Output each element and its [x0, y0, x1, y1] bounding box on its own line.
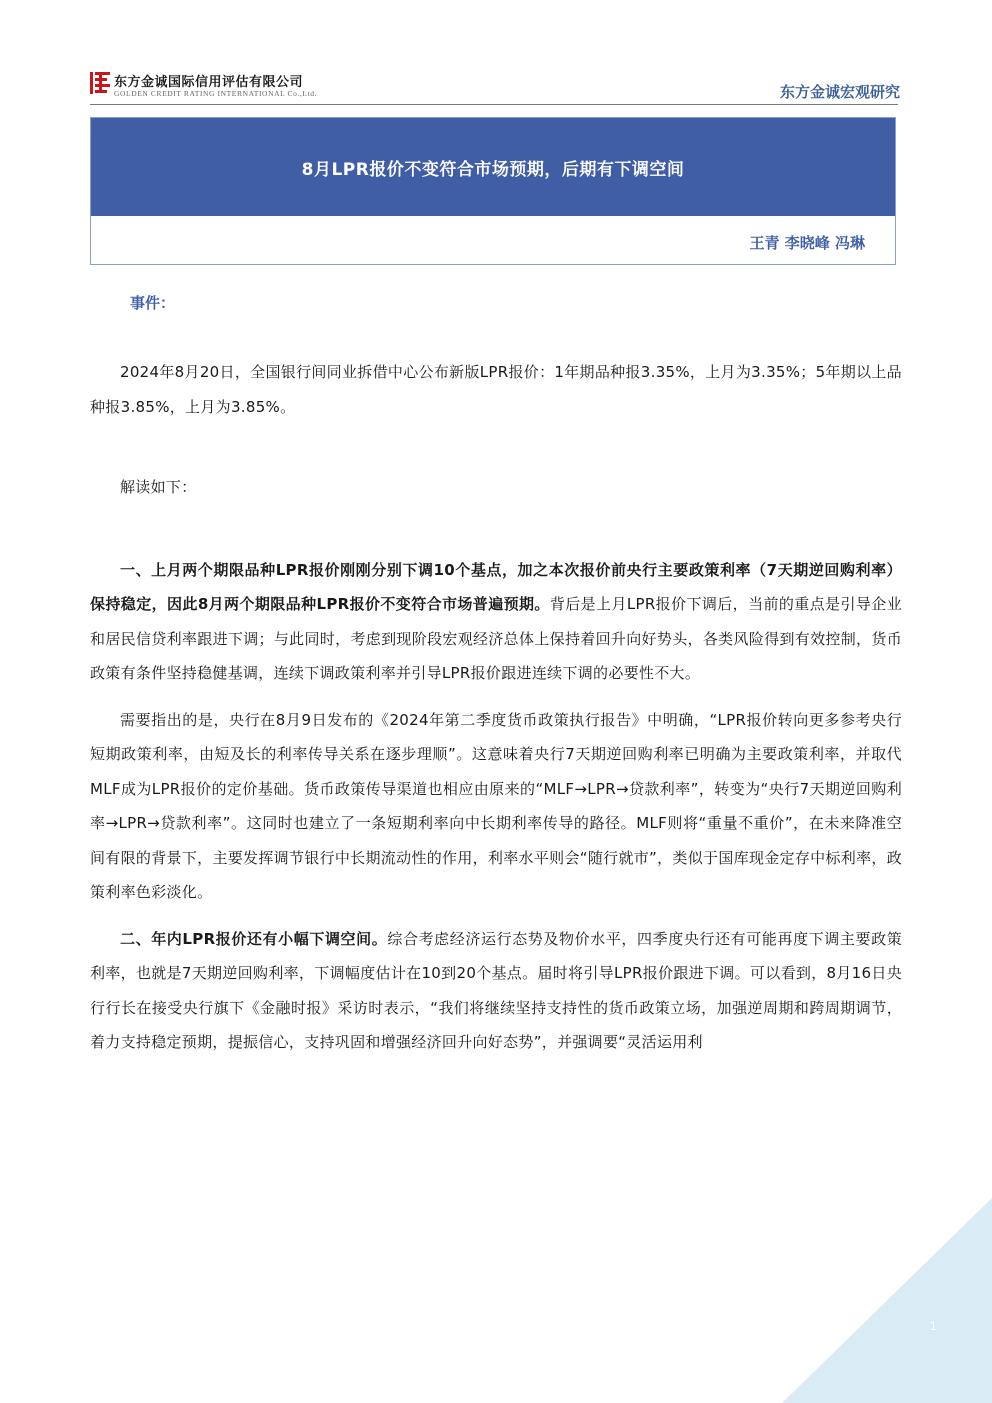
company-name-cn: 东方金诚国际信用评估有限公司 — [114, 75, 304, 90]
corner-decoration — [782, 1198, 992, 1403]
title-box — [90, 117, 896, 265]
paragraph-3-lead: 二、年内LPR报价还有小幅下调空间。 — [120, 929, 388, 948]
title-band — [91, 118, 895, 216]
paragraph-3 — [90, 922, 902, 1060]
research-series-title: 东方金诚宏观研究 — [779, 83, 900, 101]
event-paragraph: 2024年8月20日，全国银行间同业拆借中心公布新版LPR报价：1年期品种报3.35%，上月为3.35%；5年期以上品种报3.85%，上月为3.85%。 — [90, 363, 902, 416]
company-logo-icon — [90, 72, 110, 94]
paragraph-3-text: 综合考虑经济运行态势及物价水平，四季度央行还有可能再度下调主要政策利率，也就是7天期逆回购利率，下调幅度估计在10到20个基点。届时将引导LPR报价跟进下调。可以看到，8月16日央行行长在接受央行旗下《金融时报》采访时表示，“我们将继续坚持支持性的货币政策立场，加强逆周期和跨周期调节，着力支持稳定预期，提振信心，支持巩固和增强经济回升向好态势”，并强调要“灵活运用利 — [90, 929, 902, 1051]
paragraph-1 — [90, 553, 902, 691]
paragraph-1-lead: 一、上月两个期限品种LPR报价刚刚分别下调10个基点，加之本次报价前央行主要政策利率（7天期逆回购利率）保持稳定，因此8月两个期限品种LPR报价不变符合市场普遍预期。 — [90, 560, 902, 613]
interpret-label: 解读如下： — [120, 478, 197, 496]
page-header — [90, 68, 900, 104]
event-label: 事件： — [130, 294, 176, 312]
page-number: 1 — [929, 1318, 937, 1333]
company-name-en: GOLDEN CREDIT RATING INTERNATIONAL Co.,Ltd. — [114, 89, 318, 98]
paragraph-1-text: 背后是上月LPR报价下调后，当前的重点是引导企业和居民信贷利率跟进下调；与此同时，考虑到现阶段宏观经济总体上保持着回升向好势头，各类风险得到有效控制，货币政策有条件坚持稳健基调，连续下调政策利率并引导LPR报价跟进连续下调的必要性不大。 — [90, 595, 903, 682]
paragraph-2: 需要指出的是，央行在8月9日发布的《2024年第二季度货币政策执行报告》中明确，“LPR报价转向更多参考央行短期政策利率，由短及长的利率传导关系在逐步理顺”。这意味着央行7天期逆回购利率已明确为主要政策利率，并取代MLF成为LPR报价的定价基础。货币政策传导渠道也相应由原来的“MLF→LPR→贷款利率”，转变为“央行7天期逆回购利率→LPR→贷款利率”。这同时也建立了一条短期利率向中长期利率传导的路径。MLF则将“重量不重价”，在未来降准空间有限的背景下，主要发挥调节银行中长期流动性的作用，利率水平则会“随行就市”，类似于国库现金定存中标利率，政策利率色彩淡化。 — [90, 710, 902, 901]
report-body — [90, 292, 902, 1060]
header-divider — [90, 104, 898, 105]
report-title: 8月LPR报价不变符合市场预期，后期有下调空间 — [301, 159, 685, 180]
report-authors: 王青 李晓峰 冯琳 — [749, 234, 865, 252]
